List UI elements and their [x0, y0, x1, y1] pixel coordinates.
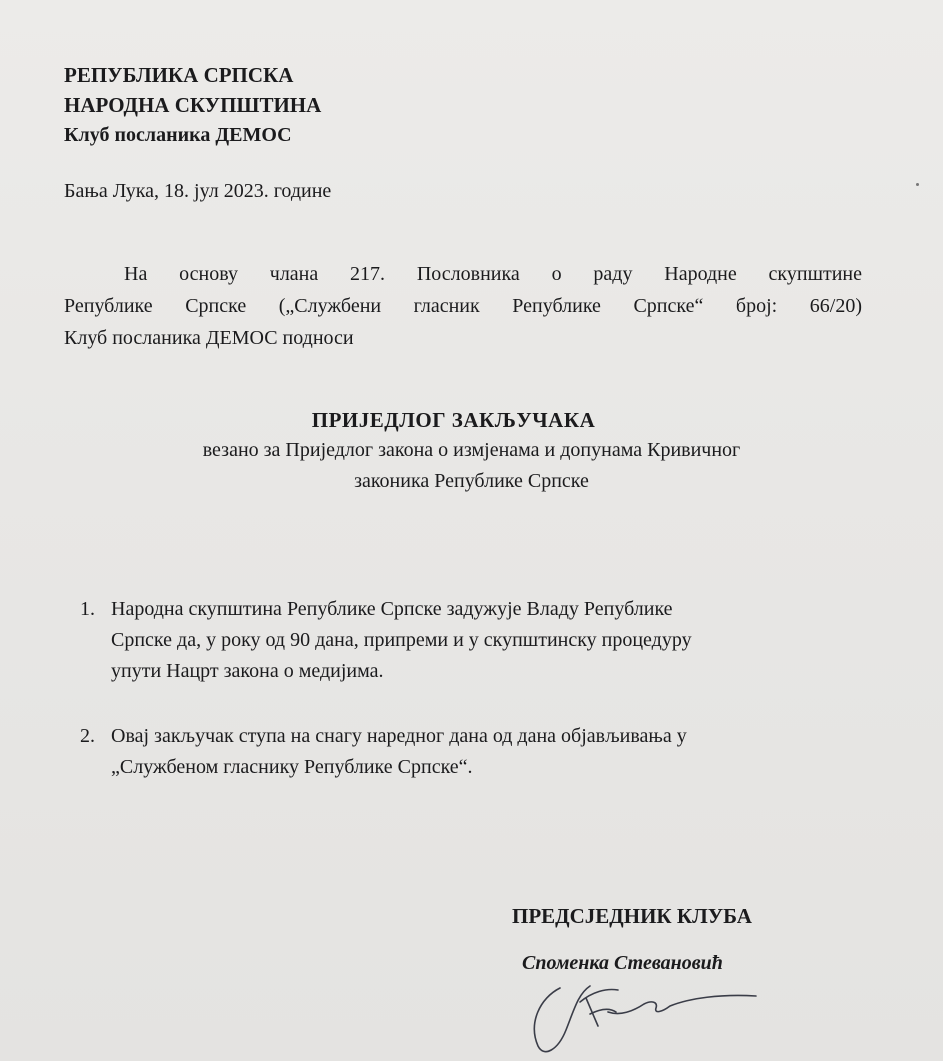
item-line: Овај закључак ступа на снагу наредног дана од дана објављивања у [111, 725, 687, 747]
proposal-subtitle [0, 435, 943, 497]
signatory-title: ПРЕДСЈЕДНИК КЛУБА [512, 904, 752, 928]
item-line: Српске да, у року од 90 дана, припреми и у скупштинску процедуру [111, 629, 692, 651]
document-header [64, 60, 321, 150]
item-number: 2. [80, 725, 95, 747]
item-line: упути Нацрт закона о медијима. [111, 660, 384, 682]
proposal-subtitle-line: законика Републике Српске [354, 470, 589, 492]
item-line: Народна скупштина Републике Српске задужује Владу Републике [111, 598, 673, 620]
paper-speck [916, 183, 919, 186]
intro-line: Републике Српске („Службени гласник Републике Српске“ број: 66/20) [64, 295, 862, 317]
signatory-name: Споменка Стевановић [522, 952, 723, 974]
assembly-heading: НАРОДНА СКУПШТИНА [64, 93, 322, 117]
list-item [80, 594, 870, 687]
place-date: Бања Лука, 18. јул 2023. године [64, 180, 332, 202]
intro-line: Клуб посланика ДЕМОС подноси [64, 327, 354, 349]
proposal-heading [0, 408, 943, 497]
handwritten-signature [520, 968, 780, 1061]
conclusions-list [80, 594, 870, 817]
intro-paragraph [64, 258, 862, 354]
intro-line: На основу члана 217. Пословника о раду Народне скупштине [124, 263, 862, 285]
item-number: 1. [80, 598, 95, 620]
club-heading: Клуб посланика ДЕМОС [64, 124, 292, 146]
item-line: „Службеном гласнику Републике Српске“. [111, 756, 473, 778]
republic-heading: РЕПУБЛИКА СРПСКА [64, 63, 294, 87]
proposal-subtitle-line: везано за Приједлог закона о измјенама и допунама Кривичног [202, 439, 741, 461]
list-item [80, 721, 870, 783]
proposal-title: ПРИЈЕДЛОГ ЗАКЉУЧАКА [311, 408, 596, 432]
